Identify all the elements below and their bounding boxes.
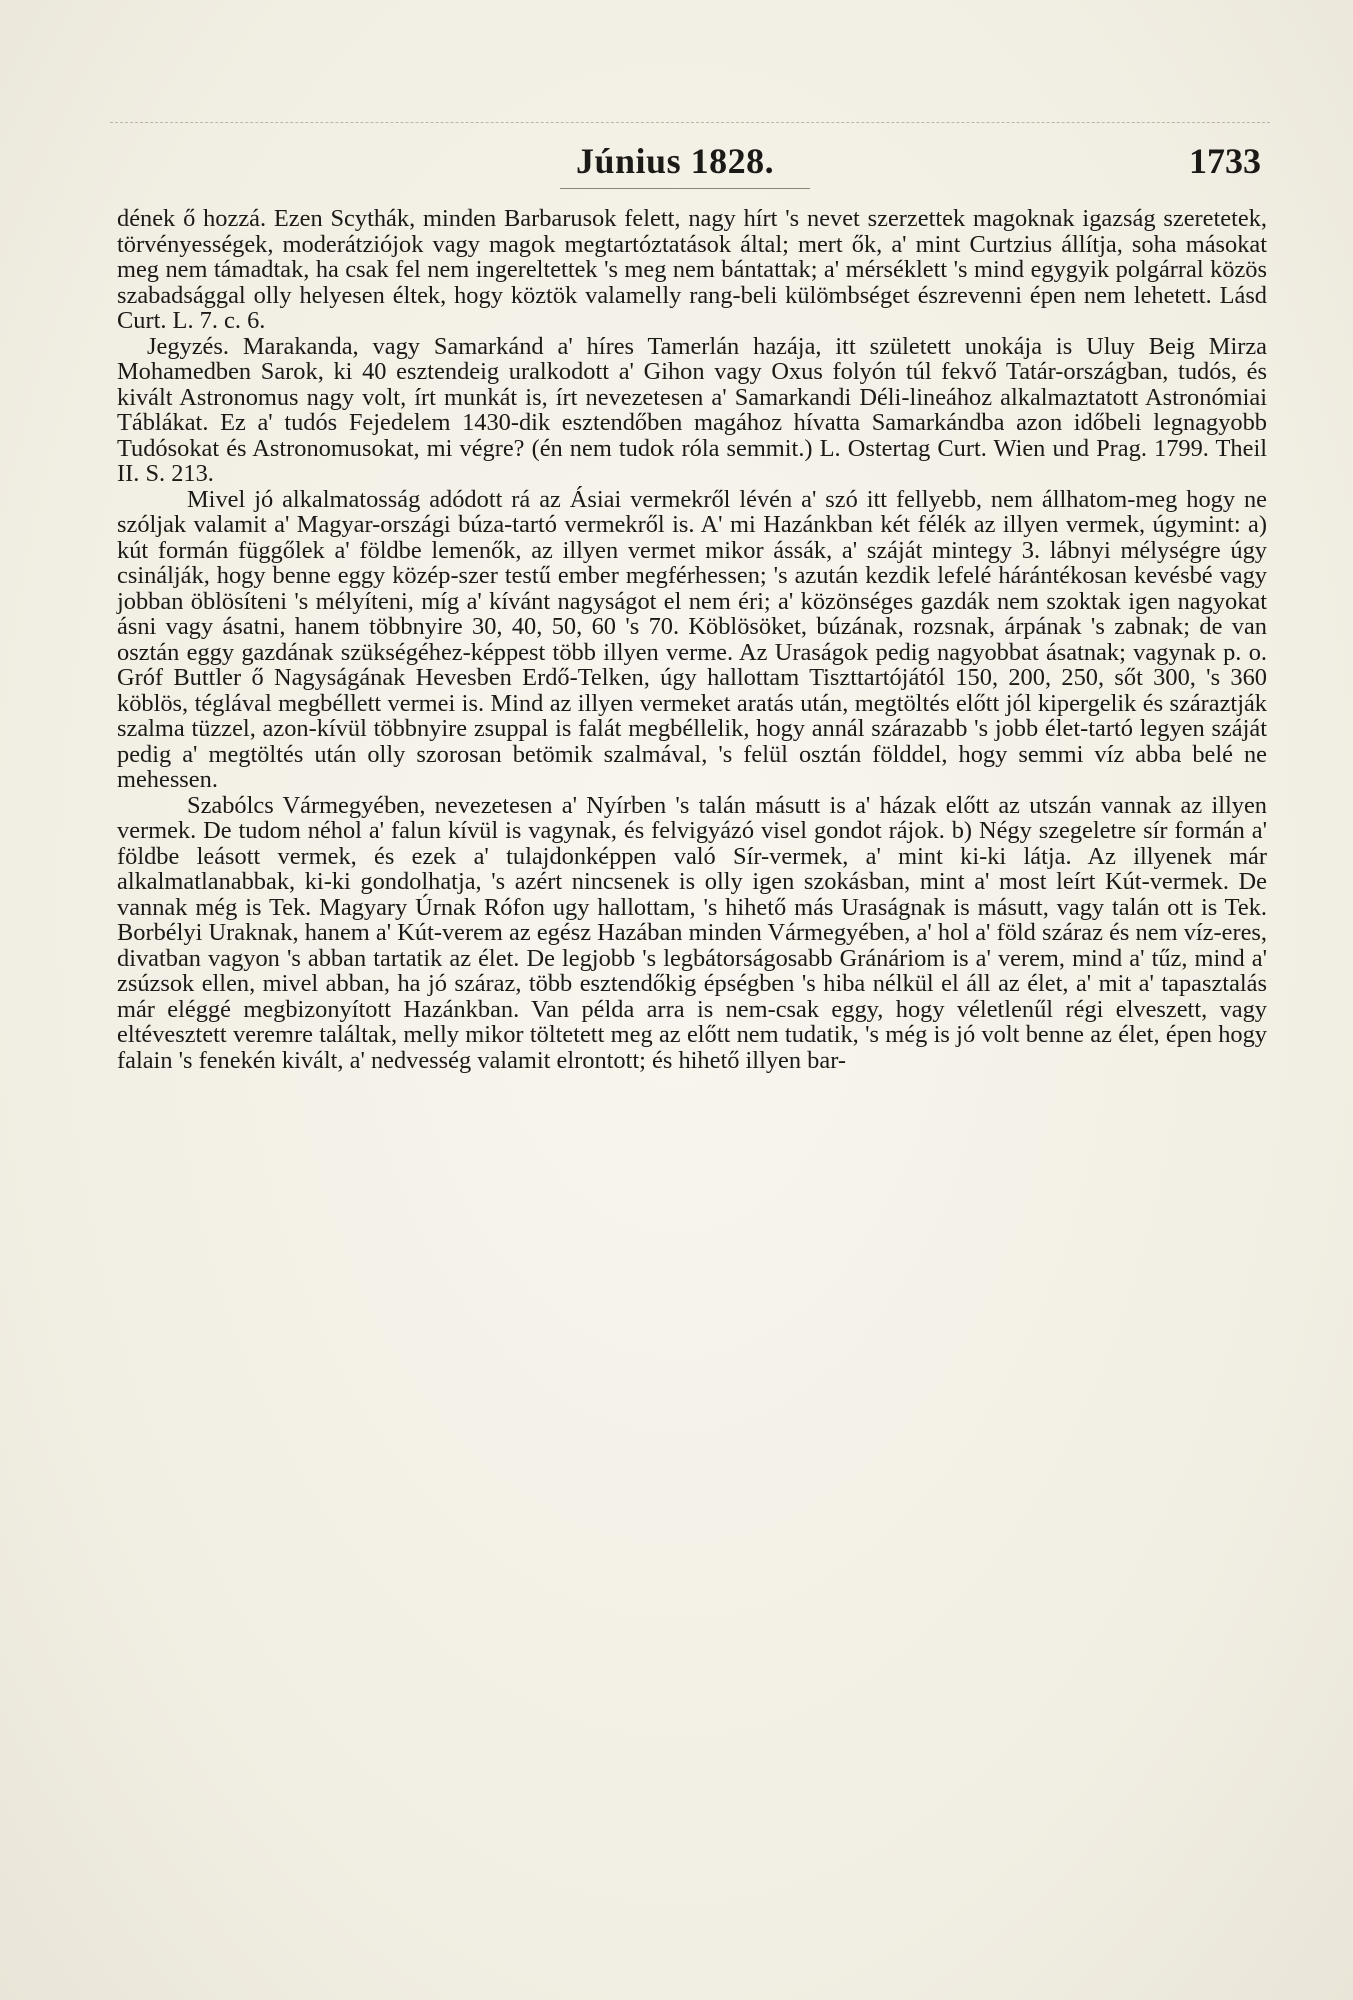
running-title: Június 1828. bbox=[576, 141, 775, 181]
page-header bbox=[0, 140, 1353, 190]
body-text bbox=[117, 206, 1267, 1073]
paragraph-continuation: dének ő hozzá. Ezen Scythák, minden Barbarusok felett, nagy hírt 's nevet szerzettek magoknak igazság szeretetek, törvényességek, moderátziójok vagy magok megtartóztatások által; mert ők, a' mint Curtzius állítja, soha másokat meg nem támadtak, ha csak fel nem ingereltettek 's meg nem bántattak; a' mérséklett 's mind egygyik polgárral közös szabadsággal olly helyesen éltek, hogy köztök valamelly rang-beli külömbséget észrevenni épen nem lehetett. Lásd Curt. L. 7. c. 6. bbox=[117, 205, 1267, 334]
top-border-rule bbox=[110, 122, 1270, 123]
paragraph-granaries: Mivel jó alkalmatosság adódott rá az Ásiai vermekről lévén a' szó itt fellyebb, nem állhatom-meg hogy ne szóljak valamit a' Magyar-országi búza-tartó vermekről is. A' mi Hazánkban két félék az illyen vermek, úgymint: a) kút formán függőlek a' földbe lemenők, az illyen vermet mikor ássák, a' száját mintegy 3. lábnyi mélységre úgy csinálják, hogy benne eggy közép-szer testű ember megférhessen; 's azután kezdik lefelé hárántékosan kevésbé vagy jobban öblösíteni 's mélyíteni, míg a' kívánt nagyságot el nem éri; a' közönséges gazdák nem szoktak igen nagyokat ásni vagy ásatni, hanem többnyire 30, 40, 50, 60 's 70. Köblösöket, búzának, rozsnak, árpának 's zabnak; de van osztán eggy gazdának szükségéhez-képpest több illyen verme. Az Uraságok pedig nagyobbat ásatnak; vagynak p. o. Gróf Buttler ő Nagyságának Hevesben Erdő-Telken, úgy hallottam Tiszttartójától 150, 200, 250, sőt 300, 's 360 köblös, téglával megbéllett vermei is. Mind az illyen vermeket aratás után, megtöltés előtt jól kipergelik és száraztják szalma tüzzel, azon-kívül többnyire zsuppal is falát megbéllelik, hogy annál szárazabb 's jobb élet-tartó legyen száját pedig a' megtöltés után olly szorosan betömik szalmával, 's felül osztán földdel, hogy semmi víz abba belé ne mehessen. bbox=[117, 485, 1267, 793]
paragraph-szabolcs: Szabólcs Vármegyében, nevezetesen a' Nyírben 's talán másutt is a' házak előtt az utszán vannak az illyen vermek. De tudom néhol a' falun kívül is vagynak, és felvigyázó visel gondot rájok. b) Négy szegeletre sír formán a' földbe leásott vermek, és ezek a' tulajdonképpen való Sír-vermek, a' mint ki-ki látja. Az illyenek már alkalmatlanabbak, ki-ki gondolhatja, 's azért nincsenek is olly igen szokásban, mint a' most leírt Kút-vermek. De vannak még is Tek. Magyary Úrnak Rófon ugy hallottam, 's hihető más Uraságnak is másutt, vagy talán ott is Tek. Borbélyi Uraknak, hanem a' Kút-verem az egész Hazában minden Vármegyében, a' hol a' föld száraz és nem víz-eres, divatban vagyon 's abban tartatik az élet. De legjobb 's legbátorságosabb Gránáriom is a' verem, mind a' tűz, mind a' zsúzsok ellen, mivel abban, ha jó száraz, több esztendőkig épségben 's hiba nélkül el áll az élet, a' mit a' tapasztalás már eléggé megbizonyított Hazánkban. Van példa arra is nem-csak eggy, hogy véletlenűl régi elveszett, vagy eltévesztett veremre találtak, melly mikor töltetett meg az előtt nem tudatik, 's még is jó volt benne az élet, épen hogy falain 's fenekén kivált, a' nedvesség valamit elrontott; és hihető illyen bar- bbox=[117, 791, 1267, 1074]
paragraph-note: Jegyzés. Marakanda, vagy Samarkánd a' híres Tamerlán hazája, itt született unokája is Uluy Beig Mirza Mohamedben Sarok, ki 40 esztendeig uralkodott a' Gihon vagy Oxus folyón túl fekvő Tatár-országban, tudós, és kivált Astronomus nagy volt, írt munkát is, írt nevezetesen a' Samarkandi Déli-lineához alkalmaztatott Astronómiai Táblákat. Ez a' tudós Fejedelem 1430-dik esztendőben magához hívatta Samarkándba azon időbeli legnagyobb Tudósokat és Astronomusokat, mi végre? (én nem tudok róla semmit.) L. Ostertag Curt. Wien und Prag. 1799. Theil II. S. 213. bbox=[117, 332, 1267, 487]
page-number: 1733 bbox=[1189, 141, 1261, 181]
title-underline bbox=[560, 188, 810, 189]
